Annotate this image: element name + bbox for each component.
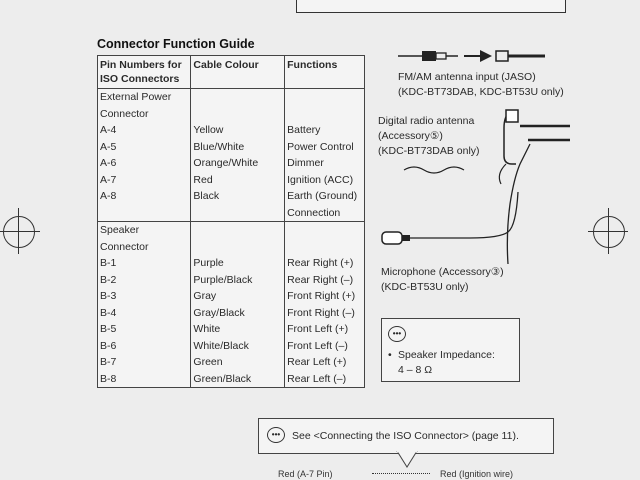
function-cell: Ignition (ACC) [285, 172, 365, 189]
colour-cell: Green [191, 354, 285, 371]
colour-cell: Purple/Black [191, 272, 285, 289]
note-icon: ••• [388, 326, 406, 342]
tip-text: See <Connecting the ISO Connector> (page 11). [292, 430, 519, 442]
tip-pointer-icon [396, 451, 418, 471]
crop-line [0, 231, 40, 232]
table-row [98, 321, 365, 338]
function-cell: Battery [285, 122, 365, 139]
header-colour: Cable Colour [191, 56, 285, 89]
crop-line [18, 208, 19, 254]
bottom-left-label: Red (A-7 Pin) [278, 469, 333, 479]
table-row [98, 371, 365, 388]
table-row [98, 272, 365, 289]
function-cell: Dimmer [285, 155, 365, 172]
function-cell: Rear Left (–) [285, 371, 365, 388]
function-cell: Rear Right (–) [285, 272, 365, 289]
pin-cell: B-5 [98, 321, 191, 338]
table-row [98, 172, 365, 189]
colour-cell: Orange/White [191, 155, 285, 172]
colour-cell: Yellow [191, 122, 285, 139]
pin-cell: A-6 [98, 155, 191, 172]
table-row [98, 155, 365, 172]
dotted-wire [372, 473, 430, 474]
colour-cell: Black [191, 188, 285, 222]
function-cell: Front Right (+) [285, 288, 365, 305]
pin-cell: B-4 [98, 305, 191, 322]
note-icon: ••• [267, 427, 285, 443]
crop-mark-left [3, 216, 35, 248]
microphone-icon [382, 192, 518, 244]
mic-models: (KDC-BT53U only) [381, 281, 469, 293]
note-box [381, 318, 520, 382]
note-impedance-label: Speaker Impedance: [398, 349, 495, 361]
mic-label: Microphone (Accessory③) [381, 266, 504, 278]
table-row [98, 139, 365, 156]
function-cell: Rear Right (+) [285, 255, 365, 272]
pin-cell: B-7 [98, 354, 191, 371]
table-row [98, 338, 365, 355]
page-title: Connector Function Guide [97, 37, 255, 51]
function-cell: Front Left (–) [285, 338, 365, 355]
colour-cell: White [191, 321, 285, 338]
colour-cell: Red [191, 172, 285, 189]
connector-table [97, 55, 365, 388]
table-row [98, 122, 365, 139]
top-frame [296, 0, 566, 13]
table-row [98, 305, 365, 322]
header-pin: Pin Numbers for ISO Connectors [98, 56, 191, 89]
note-impedance-value: 4 – 8 Ω [398, 364, 433, 376]
group-label-power: External Power Connector [98, 89, 191, 123]
pin-cell: B-6 [98, 338, 191, 355]
function-cell: Rear Left (+) [285, 354, 365, 371]
pin-cell: A-5 [98, 139, 191, 156]
pin-cell: A-4 [98, 122, 191, 139]
table-row [98, 288, 365, 305]
bottom-right-label: Red (Ignition wire) [440, 469, 514, 479]
pin-cell: B-8 [98, 371, 191, 388]
pin-cell: A-8 [98, 188, 191, 222]
colour-cell: Purple [191, 255, 285, 272]
group-label-row [98, 89, 365, 123]
dab-accessory: (Accessory⑤) [378, 130, 443, 142]
colour-cell: Gray/Black [191, 305, 285, 322]
table-row [98, 188, 365, 222]
table-header [98, 56, 365, 89]
dab-models: (KDC-BT73DAB only) [378, 145, 480, 157]
pin-cell: B-1 [98, 255, 191, 272]
pin-cell: B-2 [98, 272, 191, 289]
table-row [98, 255, 365, 272]
note-bullet: • [388, 349, 392, 361]
fm-am-connector-icon [398, 50, 545, 62]
colour-cell: Blue/White [191, 139, 285, 156]
pin-cell: A-7 [98, 172, 191, 189]
pin-cell: B-3 [98, 288, 191, 305]
crop-mark-right [593, 216, 625, 248]
colour-cell: Green/Black [191, 371, 285, 388]
crop-line [608, 208, 609, 254]
group-label-row [98, 222, 365, 256]
fm-am-models: (KDC-BT73DAB, KDC-BT53U only) [398, 86, 564, 98]
colour-cell: Gray [191, 288, 285, 305]
function-cell: Front Right (–) [285, 305, 365, 322]
function-cell: Earth (Ground) Connection [285, 188, 365, 222]
group-label-speaker: Speaker Connector [98, 222, 191, 256]
dab-label: Digital radio antenna [378, 115, 475, 127]
function-cell: Front Left (+) [285, 321, 365, 338]
fm-am-label: FM/AM antenna input (JASO) [398, 71, 536, 83]
table-row [98, 354, 365, 371]
header-functions: Functions [285, 56, 365, 89]
colour-cell: White/Black [191, 338, 285, 355]
function-cell: Power Control [285, 139, 365, 156]
